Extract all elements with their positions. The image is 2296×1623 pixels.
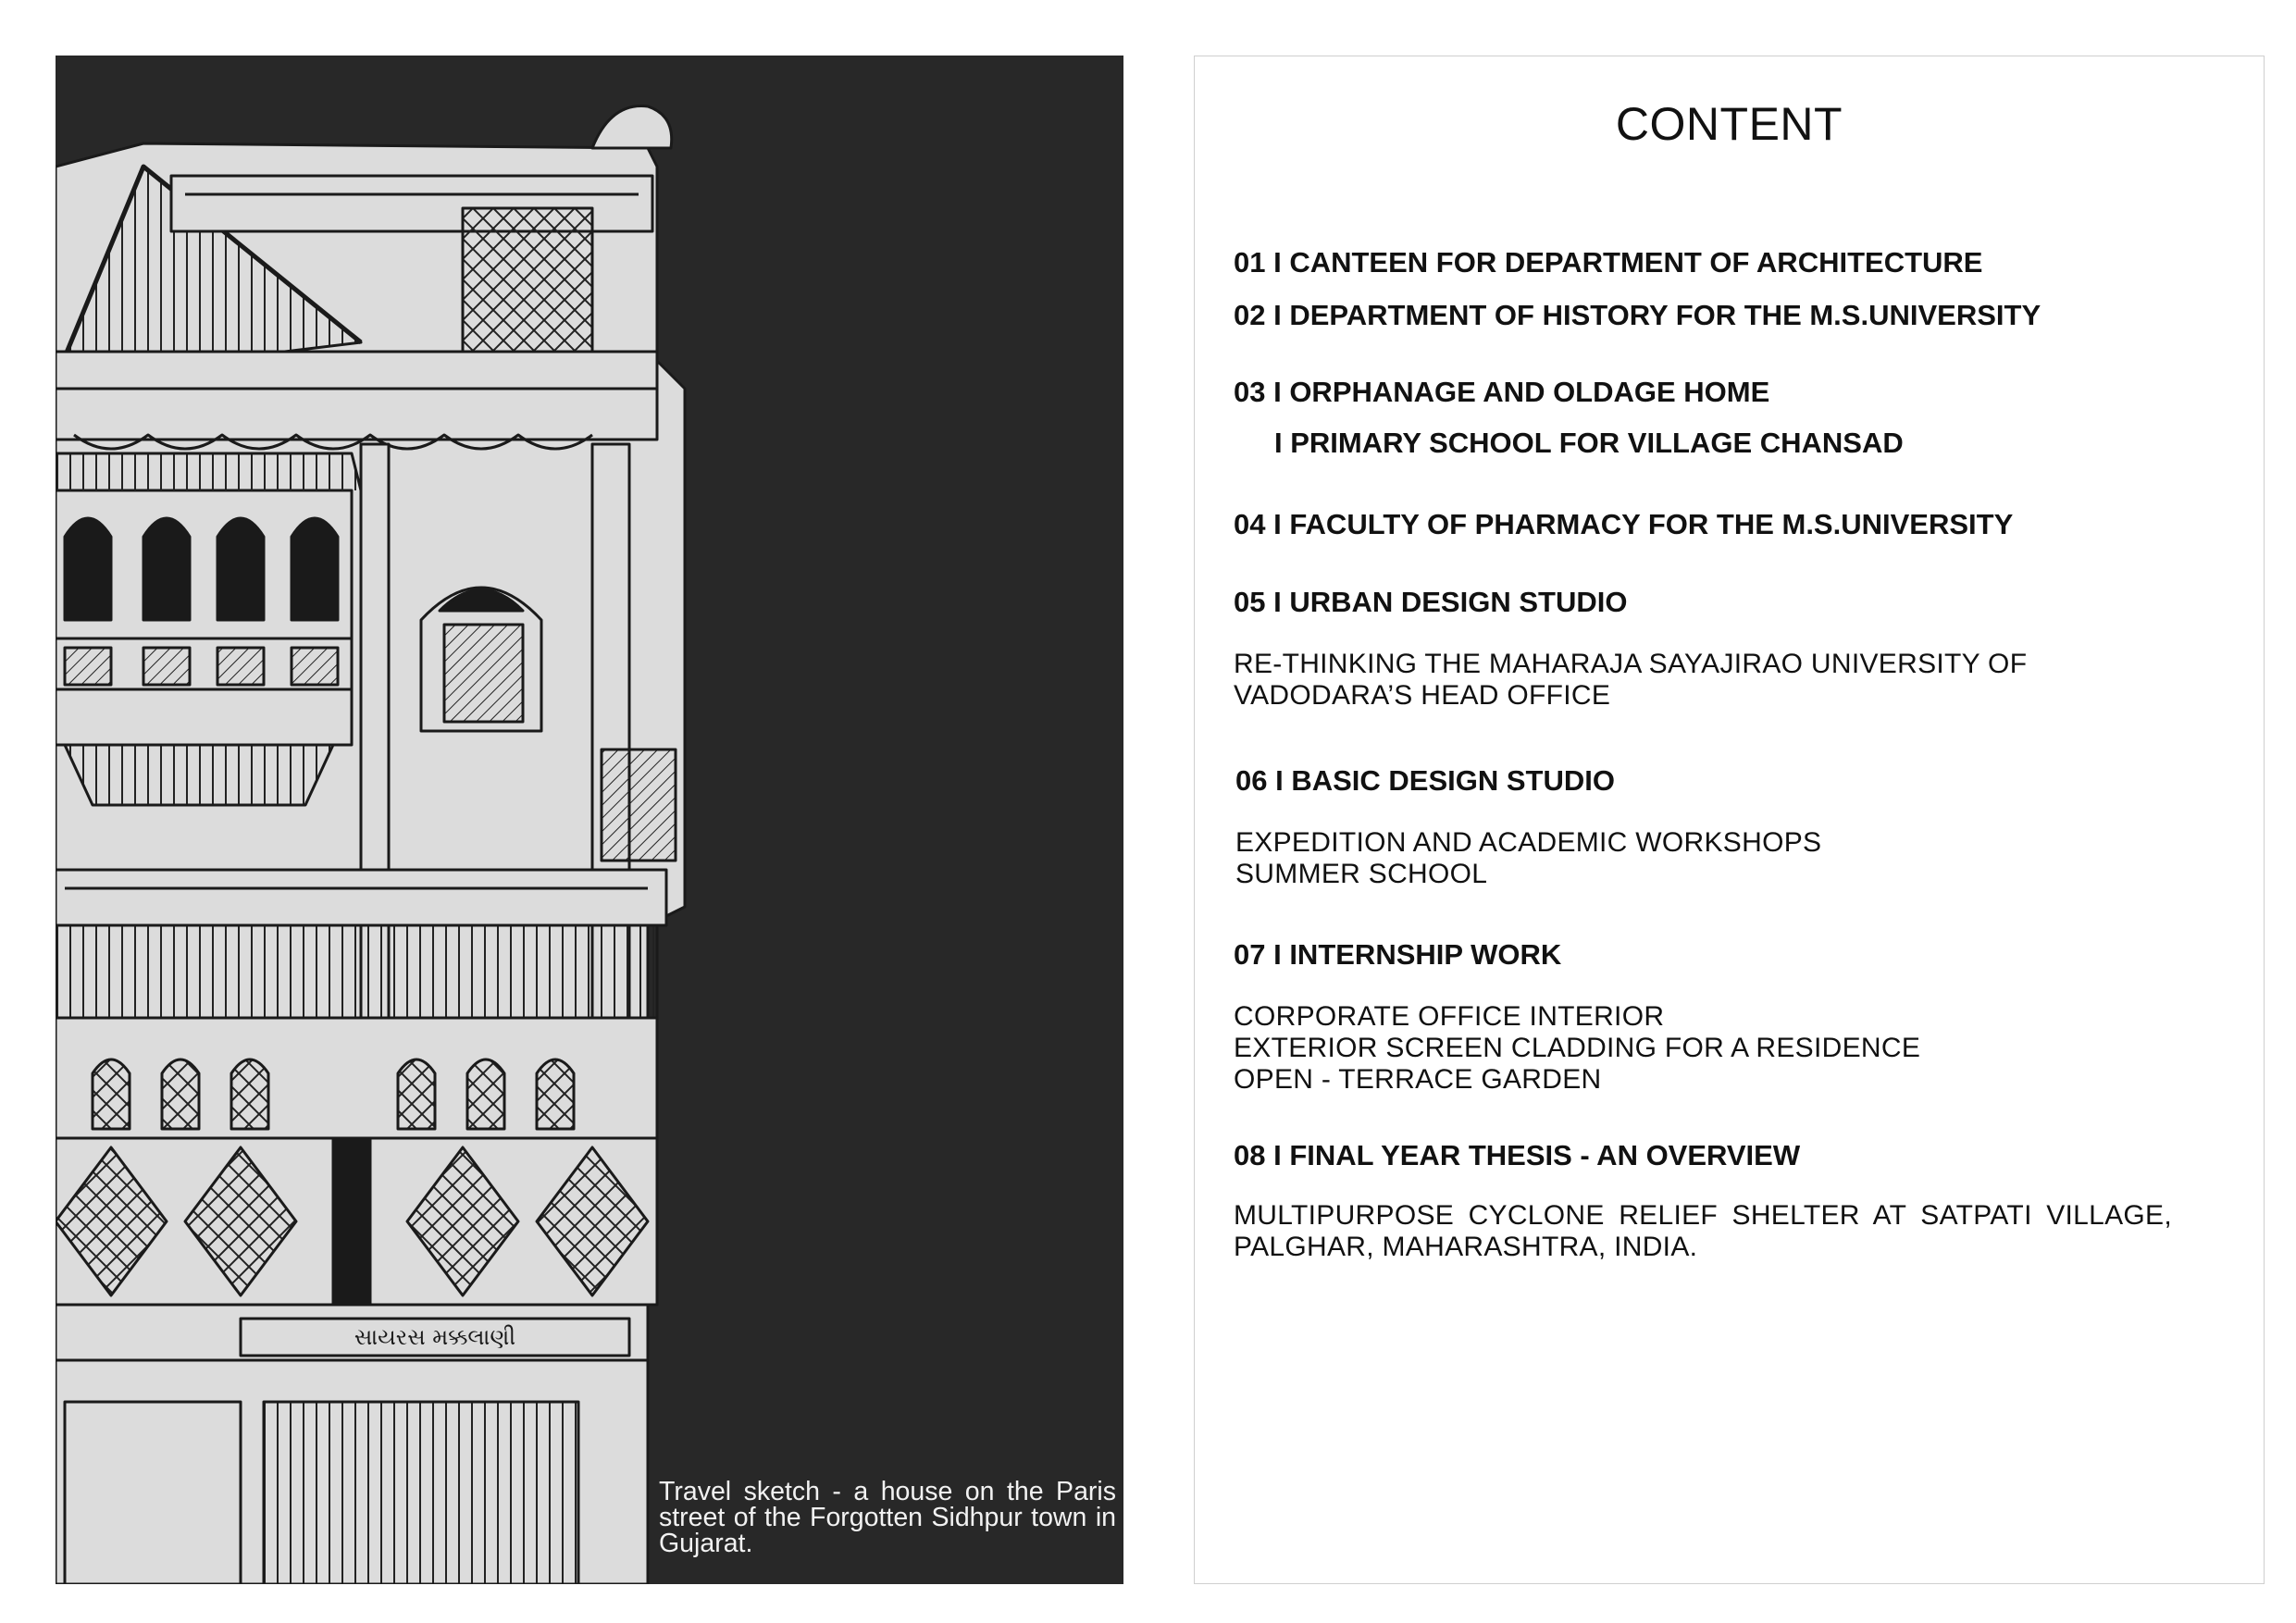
toc-entry-02: 02 I DEPARTMENT OF HISTORY FOR THE M.S.UNIVERSITY <box>1234 299 2042 331</box>
toc-entry-04: 04 I FACULTY OF PHARMACY FOR THE M.S.UNIVERSITY <box>1234 508 2014 540</box>
description-line: RE-THINKING THE MAHARAJA SAYAJIRAO UNIVERSITY OF <box>1234 649 2028 679</box>
toc-entry-05-description <box>1234 649 2172 712</box>
toc-entry-06-description <box>1235 827 2174 890</box>
contents-page <box>1194 56 2265 1584</box>
description-line: CORPORATE OFFICE INTERIOR <box>1234 1001 1665 1032</box>
description-line: OPEN - TERRACE GARDEN <box>1234 1064 1602 1095</box>
toc-entry-07-description <box>1234 1001 2172 1096</box>
toc-entry-01: 01 I CANTEEN FOR DEPARTMENT OF ARCHITECTURE <box>1234 246 1983 279</box>
sketch-caption: Travel sketch - a house on the Paris street of the Forgotten Sidhpur town in Gujarat. <box>659 1477 1116 1558</box>
toc-entry-08: 08 I FINAL YEAR THESIS - AN OVERVIEW <box>1234 1139 1801 1171</box>
toc-entry-05: 05 I URBAN DESIGN STUDIO <box>1234 586 1628 618</box>
toc-entry-03: 03 I ORPHANAGE AND OLDAGE HOME <box>1234 376 1770 408</box>
description-line: EXTERIOR SCREEN CLADDING FOR A RESIDENCE <box>1234 1033 1921 1063</box>
toc-entry-08-description: MULTIPURPOSE CYCLONE RELIEF SHELTER AT SATPATI VILLAGE, PALGHAR, MAHARASHTRA, INDIA. <box>1234 1200 2172 1262</box>
toc-entry-06: 06 I BASIC DESIGN STUDIO <box>1235 764 1615 797</box>
toc-entry-07: 07 I INTERNSHIP WORK <box>1234 938 1562 971</box>
toc-entry-03b: I PRIMARY SCHOOL FOR VILLAGE CHANSAD <box>1274 427 1904 459</box>
description-line: SUMMER SCHOOL <box>1235 859 1488 889</box>
page-title: CONTENT <box>1615 98 1843 150</box>
signboard-text: સાયરસ મક્કલાણી <box>354 1324 516 1350</box>
description-line: VADODARA’S HEAD OFFICE <box>1234 680 1611 711</box>
house-sketch-illustration <box>56 56 1123 1584</box>
sketch-panel <box>56 56 1123 1584</box>
description-line: EXPEDITION AND ACADEMIC WORKSHOPS <box>1235 827 1822 858</box>
